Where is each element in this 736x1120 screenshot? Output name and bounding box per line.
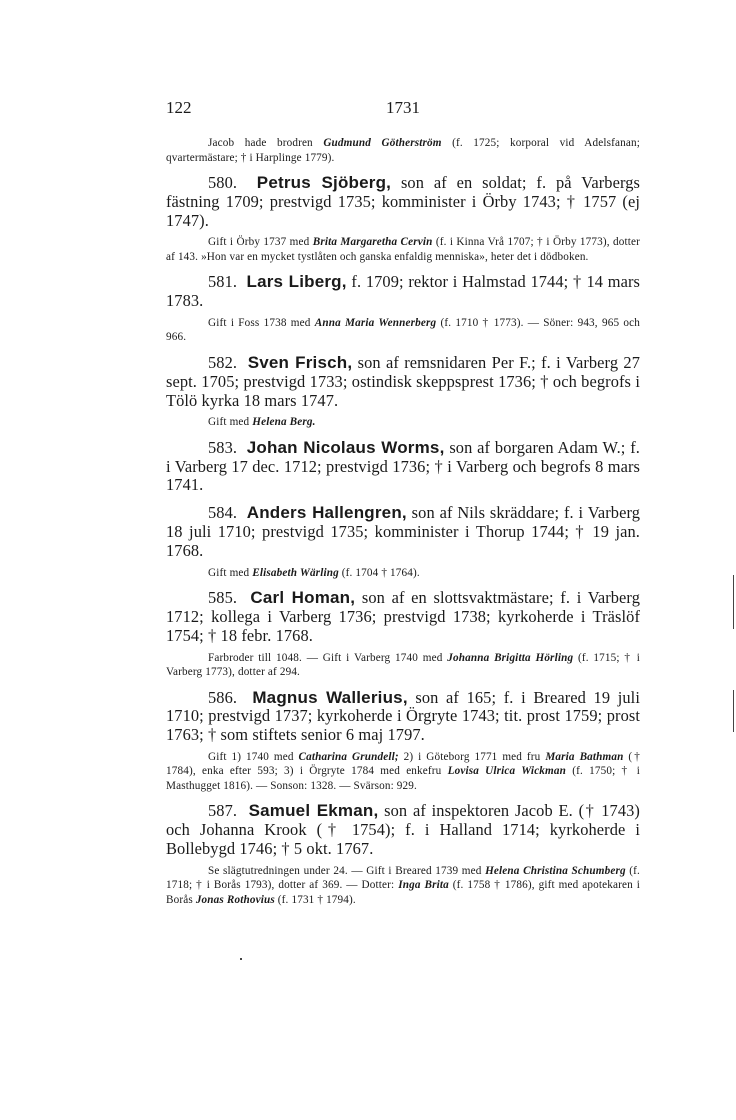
scan-speck	[240, 958, 242, 960]
entry-text: son af Nils skräddare; f. i Varberg 18 juli 1710; prestvigd 1735; komminister i Thorup 1744; † 19 jan. 1768.	[166, 503, 640, 560]
person-name: Catharina Grundell;	[298, 750, 399, 763]
entry-name: Sven Frisch,	[247, 352, 353, 372]
entry-text: f. 1709; rektor i Halmstad 1744; † 14 mars 1783.	[166, 272, 640, 311]
person-name: Jonas Rothovius	[195, 893, 275, 906]
biography-entry	[166, 273, 640, 311]
entry-name: Johan Nicolaus Worms,	[246, 437, 445, 457]
entry-note	[166, 566, 640, 581]
person-name: Anna Maria Wennerberg	[314, 316, 437, 329]
entry-text: son af borgaren Adam W.; f. i Varberg 17 dec. 1712; prestvigd 1736; † i Varberg och begrofs 8 mars 1741.	[166, 437, 640, 495]
person-name: Inga Brita	[398, 879, 449, 892]
entry-number: 580.	[208, 173, 238, 192]
entry-note	[166, 651, 640, 680]
entry-number: 583.	[208, 437, 238, 457]
biography-entry	[166, 689, 640, 745]
biography-entry	[166, 174, 640, 230]
person-name: Brita Margaretha Cervin	[312, 236, 433, 249]
entry-name: Petrus Sjöberg,	[256, 173, 392, 192]
scan-mark-right	[733, 575, 734, 629]
note-text: Gift med	[208, 566, 253, 579]
person-name: Elisabeth Wärling	[252, 566, 339, 579]
entry-name: Samuel Ekman,	[248, 801, 379, 821]
entry-number: 581.	[208, 272, 238, 292]
intro-note	[166, 136, 640, 165]
note-text: Se slägtutredningen under 24. — Gift i Breared 1739 med	[208, 864, 486, 877]
entry-number: 587.	[208, 801, 238, 821]
entry-note	[166, 235, 640, 264]
note-text: (f. 1725; korporal vid Adelsfanan; qvartermästare; † i Harplinge 1779).	[166, 137, 640, 164]
note-text: (f. 1718; † i Borås 1793), dotter af 369. — Dotter:	[166, 864, 640, 892]
note-text: (f. 1731 † 1794).	[274, 893, 356, 906]
entry-number: 585.	[208, 588, 238, 608]
entry-number: 586.	[208, 687, 238, 707]
person-name: Gudmund Götherström	[323, 137, 442, 149]
note-text: (f. 1704 † 1764).	[338, 566, 420, 579]
page-content	[166, 136, 640, 907]
person-name: Helena Christina Schumberg	[485, 864, 626, 877]
entry-text: son af 165; f. i Breared 19 juli 1710; prestvigd 1737; kyrkoherde i Örgryte 1743; tit. prost 1759; prost 1763; † som stiftets senior 6 maj 1797.	[166, 687, 640, 745]
note-text: († 1784), enka efter 593; 3) i Örgryte 1784 med enkefru	[166, 750, 640, 778]
note-text: (f. 1715; † i Varberg 1773), dotter af 294.	[166, 651, 640, 679]
entry-name: Lars Liberg,	[246, 272, 347, 292]
note-text: Gift i Foss 1738 med	[208, 316, 315, 329]
entry-number: 582.	[208, 352, 238, 372]
scan-mark-right-lower	[733, 690, 734, 732]
note-text: Gift med	[208, 416, 253, 429]
note-text: (f. 1750; † i Masthugget 1816). — Sonson: 1328. — Svärson: 929.	[166, 765, 640, 792]
note-text: (f. 1710 † 1773). — Söner: 943, 965 och 966.	[166, 316, 640, 344]
biography-entry	[166, 802, 640, 858]
entry-note	[166, 750, 640, 794]
entry-text: son af remsnidaren Per F.; f. i Varberg 27 sept. 1705; prestvigd 1733; ostindisk skeppsprest 1736; † och begrofs i Tölö kyrka 18 mars 1747.	[166, 352, 641, 410]
entry-text: son af en slottsvaktmästare; f. i Varberg 1712; kollega i Varberg 1736; prestvigd 1738; kyrkoherde i Träslöf 1754; † 18 febr. 1768.	[166, 588, 640, 645]
person-name: Maria Bathman	[545, 750, 624, 763]
person-name: Helena Berg.	[252, 416, 316, 429]
note-text: (f. 1758 † 1786), gift med apotekaren i Borås	[166, 879, 641, 906]
biography-entry	[166, 589, 640, 645]
note-text: Farbroder till 1048. — Gift i Varberg 1740 med	[208, 651, 448, 664]
person-name: Johanna Brigitta Hörling	[447, 651, 574, 664]
entry-text: son af inspektoren Jacob E. († 1743) och Johanna Krook († 1754); f. i Halland 1714; kyrkoherde i Bollebygd 1746; † 5 okt. 1767.	[166, 801, 640, 859]
page-number: 122	[166, 98, 192, 117]
entry-note	[166, 864, 640, 908]
entry-name: Carl Homan,	[250, 588, 356, 608]
page-year: 1731	[386, 98, 420, 117]
entry-note	[166, 316, 640, 345]
biography-entry	[166, 354, 640, 410]
note-text: Jacob hade brodren	[208, 137, 324, 149]
note-text: Gift 1) 1740 med	[208, 750, 299, 763]
entry-note	[166, 415, 640, 430]
entry-number: 584.	[208, 503, 238, 523]
note-text: 2) i Göteborg 1771 med fru	[398, 750, 546, 763]
note-text: Gift i Örby 1737 med	[208, 236, 313, 249]
page-header	[166, 98, 640, 120]
entry-name: Magnus Wallerius,	[252, 687, 408, 707]
biography-entry	[166, 439, 640, 495]
person-name: Lovisa Ulrica Wickman	[447, 765, 567, 778]
entry-text: son af en soldat; f. på Varbergs fästning 1709; prestvigd 1735; komminister i Örby 1743; † 1757 (ej 1747).	[166, 173, 640, 230]
entry-name: Anders Hallengren,	[246, 503, 407, 523]
biography-entry	[166, 504, 640, 560]
note-text: (f. i Kinna Vrå 1707; † i Örby 1773), dotter af 143. »Hon var en mycket tystlåten och ganska enfaldig menniska», heter det i dödboken.	[166, 236, 641, 263]
